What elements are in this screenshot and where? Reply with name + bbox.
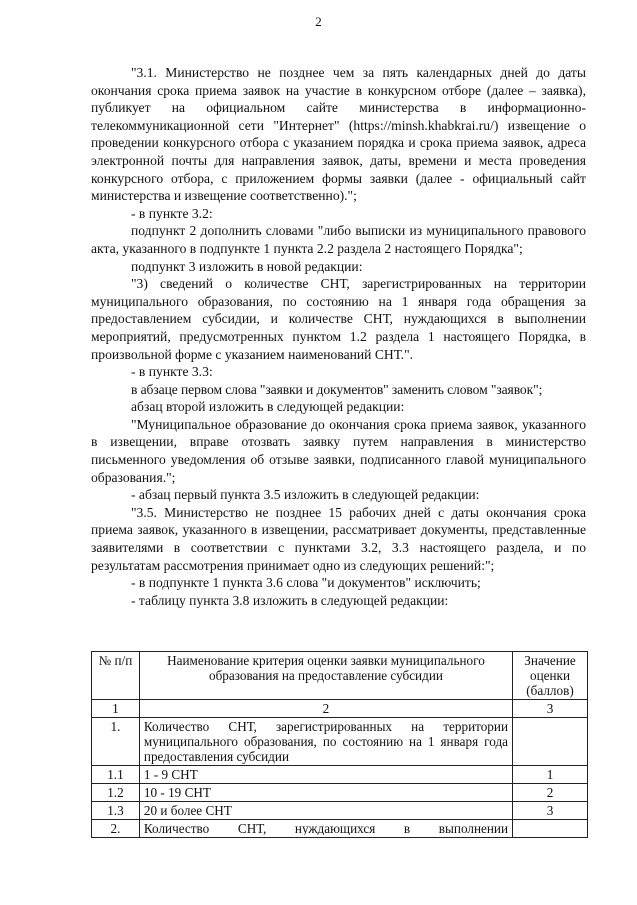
table-row [92, 802, 588, 820]
table-row [92, 718, 588, 766]
paragraph: - в пункте 3.3: [131, 364, 213, 380]
paragraph: абзац второй изложить в следующей редакции: [131, 399, 405, 415]
row-number: 1.3 [92, 802, 140, 820]
row-number: 1.1 [92, 766, 140, 784]
row-criterion: 10 - 19 СНТ [139, 784, 512, 802]
paragraph: "3.5. Министерство не позднее 15 рабочих дней с даты окончания срока приема заявок, указанного в извещении, рассматривает документы, представленные заявителями в соответствии с пунктами 3.2, 3.3 настоящего раздела, и по результатам рассмотрения принимает одно из следующих решений:"; [91, 504, 586, 573]
row-criterion: 20 и более СНТ [139, 802, 512, 820]
row-number: 2. [92, 820, 140, 838]
document-body [91, 64, 586, 609]
table-row [92, 784, 588, 802]
table-numbering-row [92, 700, 588, 718]
row-criterion: Количество СНТ, зарегистрированных на территории муниципального образования, по состоянию на 1 января года предоставления субсидии [139, 718, 512, 766]
row-number: 1. [92, 718, 140, 766]
row-criterion: 1 - 9 СНТ [139, 766, 512, 784]
numbering-cell: 2 [139, 700, 512, 718]
numbering-cell: 1 [92, 700, 140, 718]
row-criterion-text: Количество СНТ, нуждающихся в выполнении [143, 821, 509, 835]
table-row [92, 766, 588, 784]
paragraph: - в подпункте 1 пункта 3.6 слова "и документов" исключить; [131, 575, 481, 591]
paragraph: "3.1. Министерство не позднее чем за пять календарных дней до даты окончания срока приема заявок на участие в конкурсном отборе (далее – заявка), публикует на официальном сайте министерства в информационно-телекоммуникационной сети "Интернет" (https://minsh.khabkrai.ru/) извещение о проведении конкурсного отбора с указанием порядка и срока приема заявок, адреса электронной почты для направления заявок, даты, времени и места проведения конкурсного отбора, с приложением формы заявки (далее - официальный сайт министерства и извещение соответственно)."; [91, 65, 586, 204]
header-score: Значение оценки (баллов) [513, 652, 588, 700]
table-header-row [92, 652, 588, 700]
row-score [513, 718, 588, 766]
paragraph: - абзац первый пункта 3.5 изложить в следующей редакции: [131, 487, 480, 503]
header-criterion: Наименование критерия оценки заявки муниципального образования на предоставление субсидии [139, 652, 512, 700]
paragraph: "3) сведений о количестве СНТ, зарегистрированных на территории муниципального образования, по состоянию на 1 января года обращения за предоставлением субсидии, и количестве СНТ, нуждающихся в выполнении мероприятий, предусмотренных пунктом 1.2 раздела 1 настоящего Порядка, в произвольной форме с указанием наименований СНТ.". [91, 276, 586, 362]
page-number: 2 [315, 14, 322, 29]
paragraph: в абзаце первом слова "заявки и документов" заменить словом "заявок"; [131, 381, 543, 397]
row-criterion [139, 820, 512, 838]
paragraph: "Муниципальное образование до окончания срока приема заявок, указанного в извещении, вправе отозвать заявку путем направления в министерство письменного уведомления об отзыве заявки, подписанного главой муниципального образования."; [91, 416, 586, 485]
row-score: 1 [513, 766, 588, 784]
table-row [92, 820, 588, 838]
paragraph: - в пункте 3.2: [131, 205, 213, 221]
paragraph: подпункт 2 дополнить словами "либо выписки из муниципального правового акта, указанного в подпункте 1 пункта 2.2 раздела 2 настоящего Порядка"; [91, 223, 586, 256]
row-number: 1.2 [92, 784, 140, 802]
header-number: № п/п [92, 652, 140, 700]
paragraph: подпункт 3 изложить в новой редакции: [131, 258, 363, 274]
row-score: 3 [513, 802, 588, 820]
row-score [513, 820, 588, 838]
row-score: 2 [513, 784, 588, 802]
numbering-cell: 3 [513, 700, 588, 718]
paragraph: - таблицу пункта 3.8 изложить в следующей редакции: [131, 592, 449, 608]
criteria-table [91, 651, 588, 838]
